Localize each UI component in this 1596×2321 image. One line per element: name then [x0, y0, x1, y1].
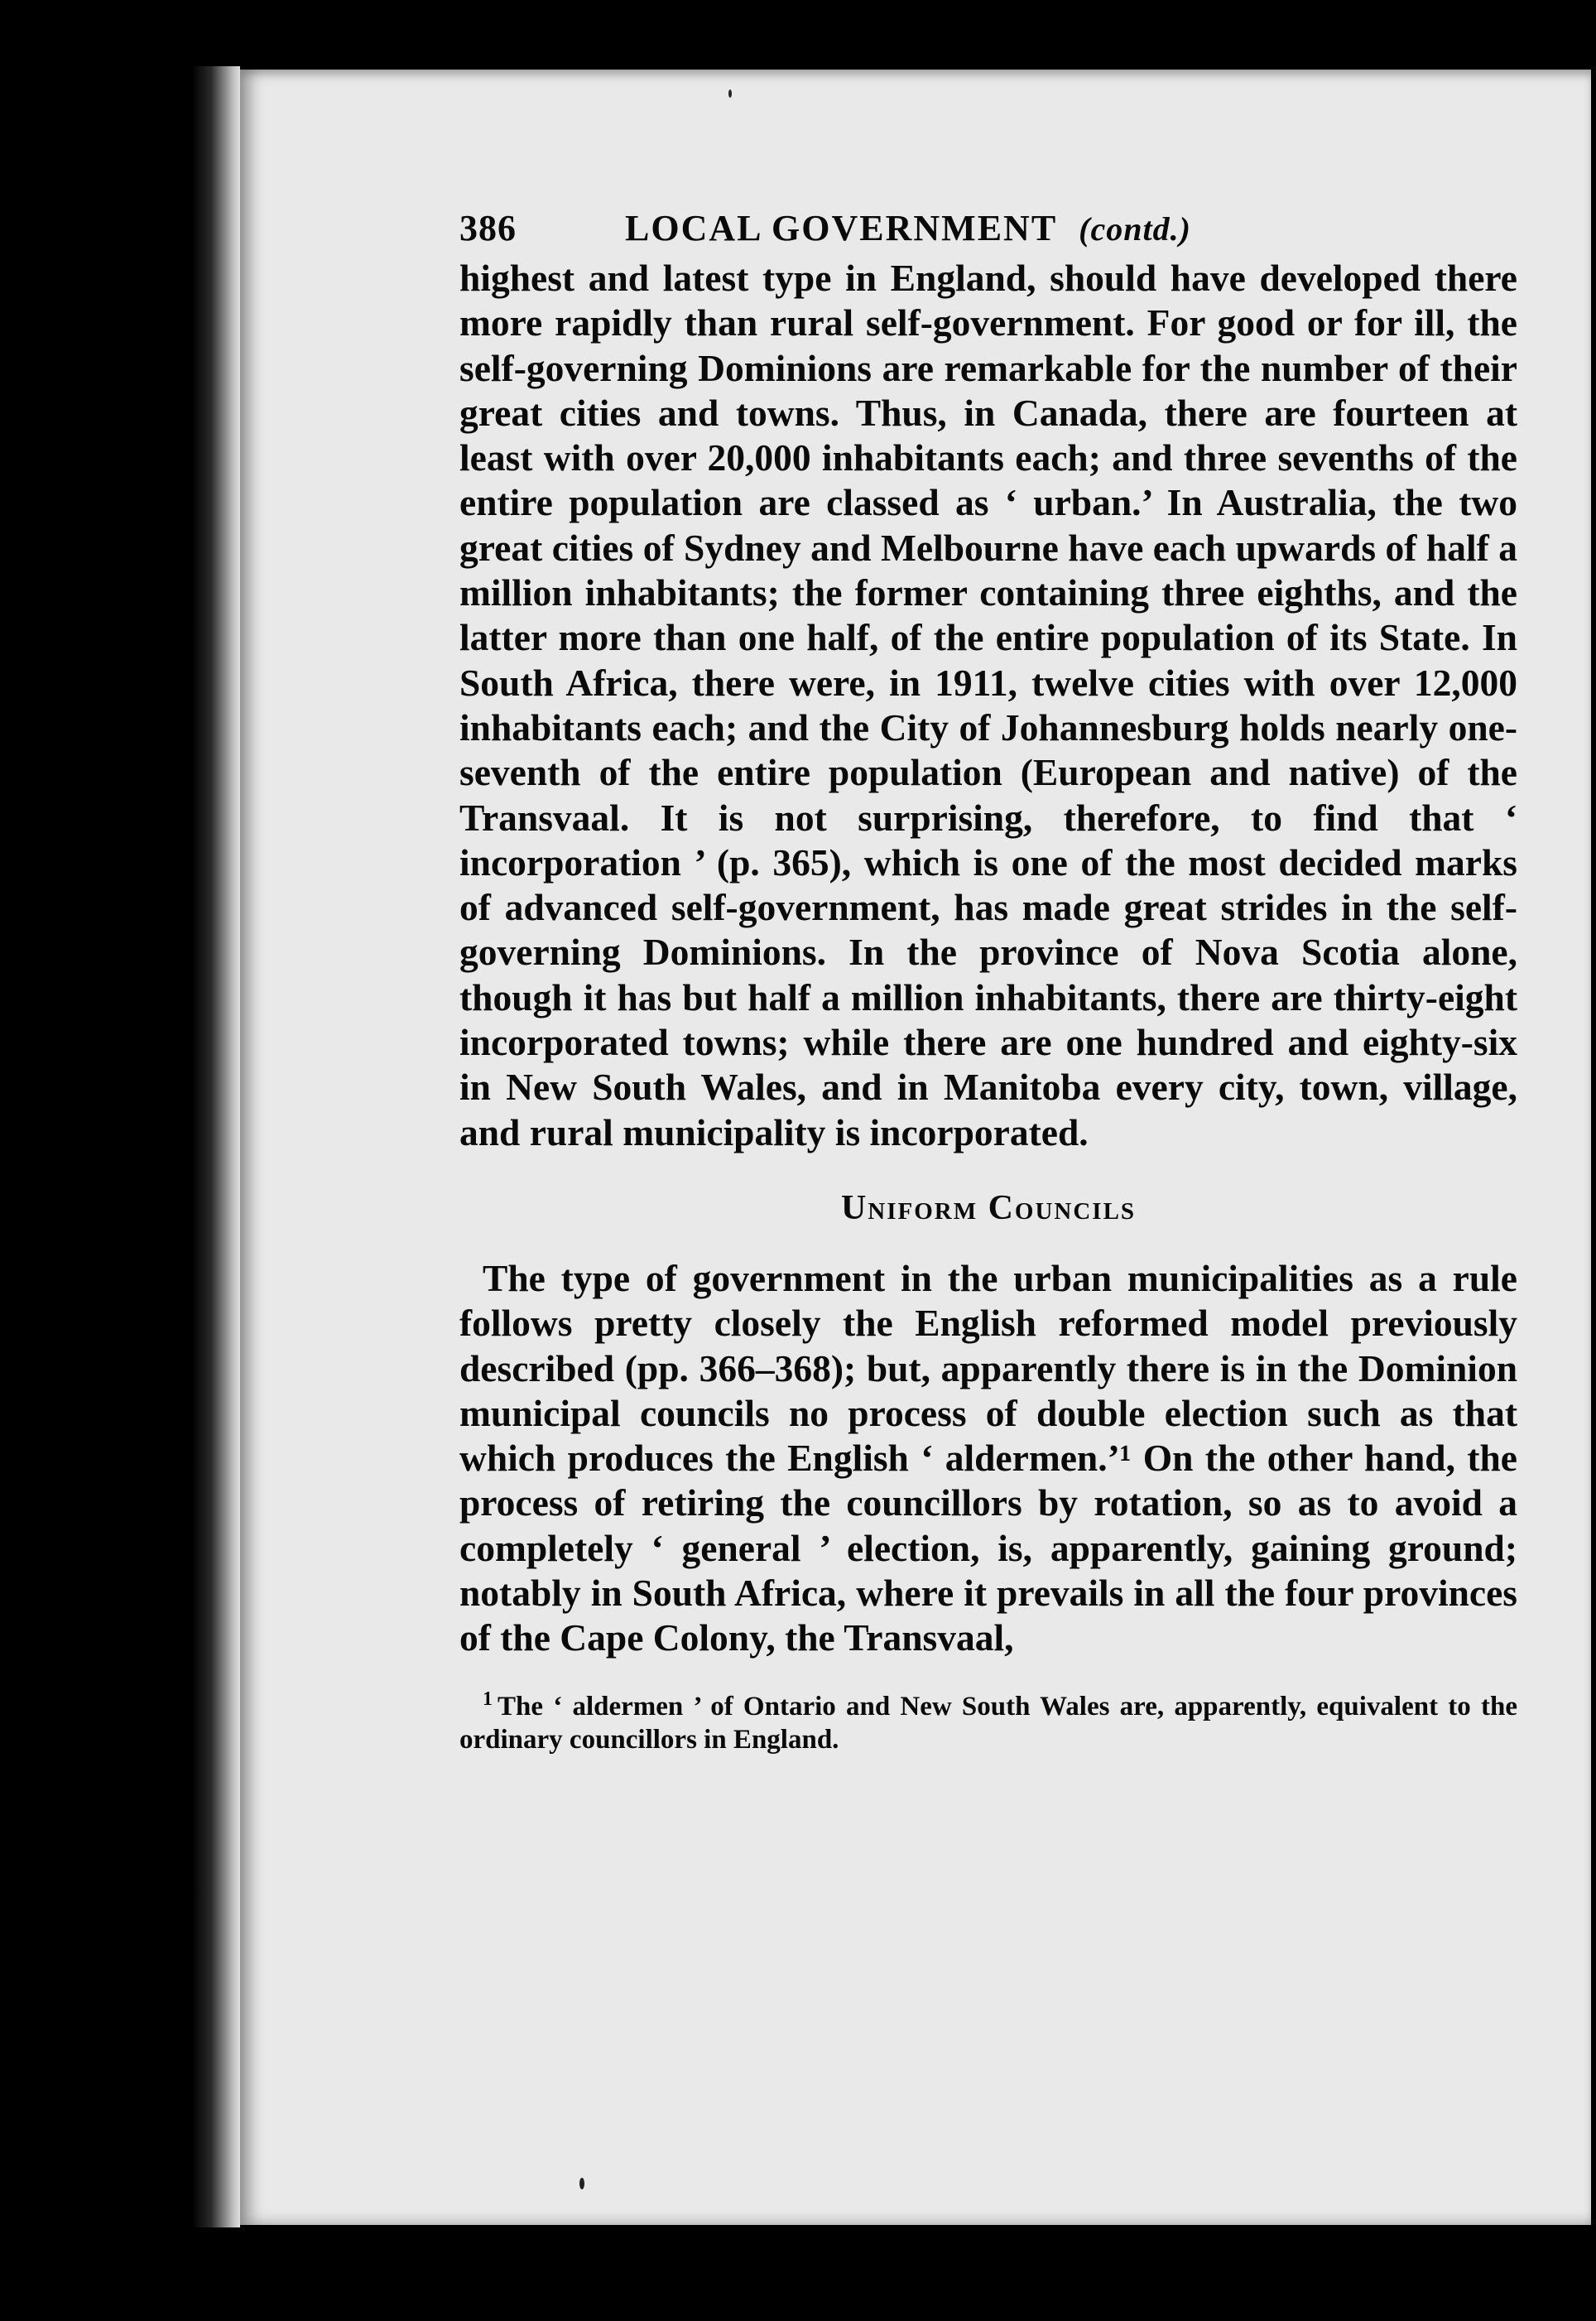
page-binding-edge [192, 66, 240, 2227]
footnote-text: The ‘ aldermen ’ of Ontario and New South Wales are, apparently, equivalent to the ordinary councillors in England. [459, 1691, 1517, 1755]
running-head-contd: (contd.) [1079, 210, 1191, 248]
scan-speck [728, 89, 732, 98]
section-heading: Uniform Councils [840, 1188, 1137, 1227]
paragraph-continued: highest and latest type in England, should have developed there more rapidly than rural self-government. For good or for ill, the self-governing Dominions are remarkable for the number of their great cities and towns. Thus, in Canada, there are fourteen at least with over 20,000 inhabitants each; and three sevenths of the entire population are classed as ‘ urban.’ In Australia, the two great cities of Sydney and Melbourne have each upwards of half a million inhabitants; the former containing three eighths, and the latter more than one half, of the entire population of its State. In South Africa, there were, in 1911, twelve cities with over 12,000 inhabitants each; and the City of Johannesburg holds nearly one-seventh of the entire population (European and native) of the Transvaal. It is not surprising, therefore, to find that ‘ incorporation ’ (p. 365), which is one of the most decided marks of advanced self-government, has made great strides in the self-governing Dominions. In the province of Nova Scotia alone, though it has but half a million inhabitants, there are thirty-eight incorporated towns; while there are one hundred and eighty-six in New South Wales, and in Manitoba every city, town, village, and rural municipality is incorporated. [459, 257, 1517, 1153]
footnote-mark: 1 [483, 1688, 493, 1710]
footnote [459, 1683, 1517, 1756]
page-text-block [459, 207, 1517, 1756]
running-head [459, 207, 1517, 249]
running-head-title: LOCAL GOVERNMENT [625, 208, 1058, 248]
paragraph-uniform-councils: The type of government in the urban municipalities as a rule follows pretty closely the English reformed model previously described (pp. 366–368); but, apparently there is in the Dominion municipal councils no process of double election such as that which produces the English ‘ aldermen.’¹ On the other hand, the process of retiring the councillors by rotation, so as to avoid a completely ‘ general ’ election, is, apparently, gaining ground; notably in South Africa, where it prevails in all the four provinces of the Cape Colony, the Transvaal, [459, 1256, 1517, 1659]
page-number: 386 [459, 208, 517, 248]
scan-speck [579, 2178, 584, 2189]
